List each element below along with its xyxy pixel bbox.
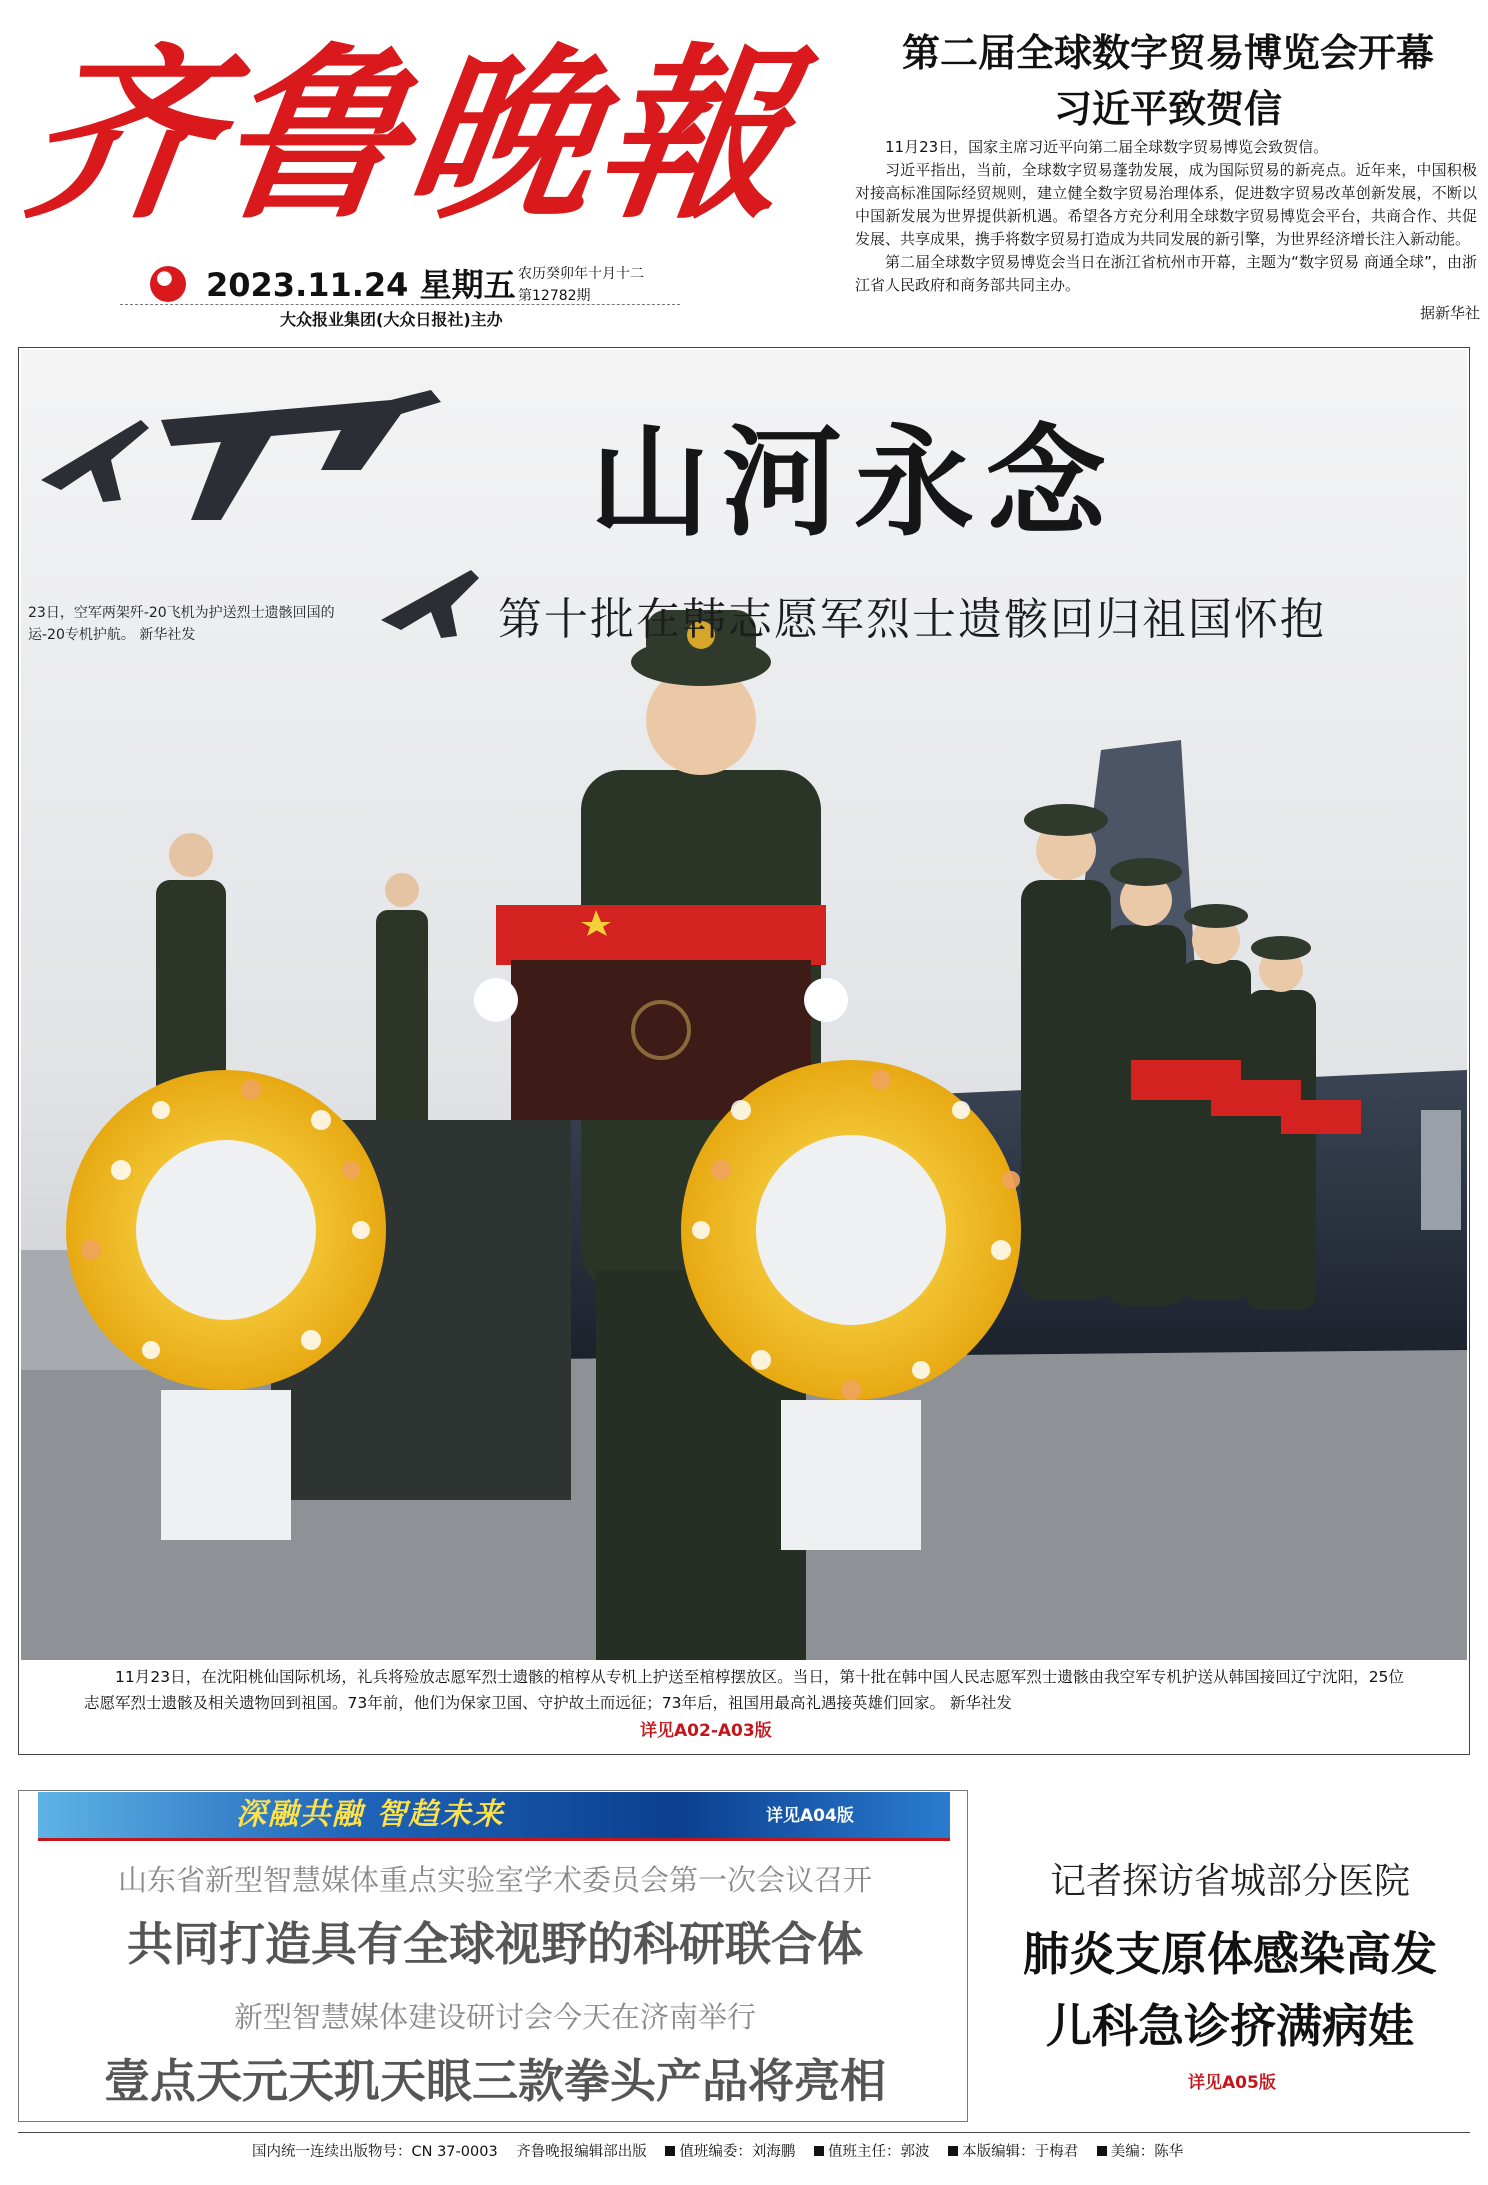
footer-publisher: 齐鲁晚报编辑部出版 xyxy=(516,2144,647,2160)
footer-art-editor-text: 美编：陈华 xyxy=(1110,2144,1184,2160)
footer-duty-director-text: 值班主任：郭波 xyxy=(828,2144,930,2160)
lead-photo-frame xyxy=(18,347,1470,1755)
top-news-paragraph: 11月23日，国家主席习近平向第二届全球数字贸易博览会致贺信。 xyxy=(885,138,1329,156)
lead-headline[interactable]: 山河永念 xyxy=(590,412,1118,553)
issue-number: 第12782期 xyxy=(518,288,591,304)
top-news-title-line1[interactable]: 第二届全球数字贸易博览会开幕 xyxy=(901,30,1434,75)
footer-duty-editor xyxy=(665,2144,795,2160)
feature-banner-rule xyxy=(38,1838,950,1841)
top-news-source: 据新华社 xyxy=(1419,304,1480,322)
seminar-story-kicker[interactable]: 新型智慧媒体建设研讨会今天在济南举行 xyxy=(233,2000,756,2034)
hospital-story-kicker[interactable]: 记者探访省城部分医院 xyxy=(1049,1861,1410,1902)
footer-art-editor xyxy=(1097,2144,1184,2160)
footer-credits xyxy=(252,2140,1352,2164)
footer-page-editor-text: 本版编辑：于梅君 xyxy=(962,2144,1079,2160)
feature-see-more-link[interactable]: 详见A04版 xyxy=(766,1806,854,1826)
footer-serial-number: 国内统一连续出版物号：CN 37-0003 xyxy=(252,2144,498,2160)
footer-duty-director xyxy=(814,2144,930,2160)
lead-photo-caption-text: 11月23日，在沈阳桃仙国际机场，礼兵将殓放志愿军烈士遗骸的棺椁从专机上护送至棺椁摆放区。当日，第十批在韩中国人民志愿军烈士遗骸由我空军专机护送从韩国接回辽宁沈阳，25位志愿军烈士遗骸及相关遗物回到祖国。73年前，他们为保家卫国、守护故土而远征；73年后，祖国用最高礼遇接英雄们回家。 新华社发 xyxy=(84,1668,1404,1712)
top-news-title-line2[interactable]: 习近平致贺信 xyxy=(1053,86,1282,131)
hospital-see-more-link[interactable]: 详见A05版 xyxy=(1188,2073,1276,2093)
square-bullet-icon xyxy=(665,2146,675,2156)
publisher-line: 大众报业集团(大众日报社)主办 xyxy=(280,310,503,329)
footer-divider xyxy=(18,2132,1470,2133)
feature-banner-title: 深融共融 智趋未来 xyxy=(236,1797,505,1832)
masthead-logo: 齐鲁晚報 xyxy=(14,25,806,244)
lead-see-more-link[interactable]: 详见A02-A03版 xyxy=(640,1721,772,1741)
lead-photo-caption xyxy=(84,1664,1404,1716)
square-bullet-icon xyxy=(814,2146,824,2156)
lunar-date: 农历癸卯年十月十二 xyxy=(518,266,644,282)
square-bullet-icon xyxy=(948,2146,958,2156)
square-bullet-icon xyxy=(1097,2146,1107,2156)
lab-story-headline[interactable]: 共同打造具有全球视野的科研联合体 xyxy=(127,1917,863,1971)
date-row xyxy=(150,262,670,308)
masthead-divider xyxy=(120,304,680,305)
hospital-story-title-line2[interactable]: 儿科急诊挤满病娃 xyxy=(1046,1999,1414,2053)
footer-duty-editor-text: 值班编委：刘海鹏 xyxy=(679,2144,796,2160)
newspaper-emblem-icon xyxy=(150,266,186,302)
top-news-body xyxy=(855,136,1477,297)
jet-photo-caption: 23日，空军两架歼-20飞机为护送烈士遗骸回国的运-20专机护航。 新华社发 xyxy=(28,605,335,643)
footer-page-editor xyxy=(948,2144,1078,2160)
publication-date: 2023.11.24 星期五 xyxy=(206,266,516,304)
top-news-paragraph: 第二届全球数字贸易博览会当日在浙江省杭州市开幕，主题为“数字贸易 商通全球”，由浙江省人民政府和商务部共同主办。 xyxy=(855,253,1477,294)
seminar-story-headline[interactable]: 壹点天元天玑天眼三款拳头产品将亮相 xyxy=(104,2054,886,2108)
lead-subheadline[interactable]: 第十批在韩志愿军烈士遗骸回归祖国怀抱 xyxy=(498,594,1326,645)
lab-story-kicker[interactable]: 山东省新型智慧媒体重点实验室学术委员会第一次会议召开 xyxy=(117,1863,872,1897)
top-news-paragraph: 习近平指出，当前，全球数字贸易蓬勃发展，成为国际贸易的新亮点。近年来，中国积极对接高标准国际经贸规则，建立健全数字贸易治理体系，促进数字贸易改革创新发展，不断以中国新发展为世界提供新机遇。希望各方充分利用全球数字贸易博览会平台，共商合作、共促发展、共享成果，携手将数字贸易打造成为共同发展的新引擎，为世界经济增长注入新动能。 xyxy=(855,161,1477,248)
hospital-story-title-line1[interactable]: 肺炎支原体感染高发 xyxy=(1023,1927,1437,1981)
